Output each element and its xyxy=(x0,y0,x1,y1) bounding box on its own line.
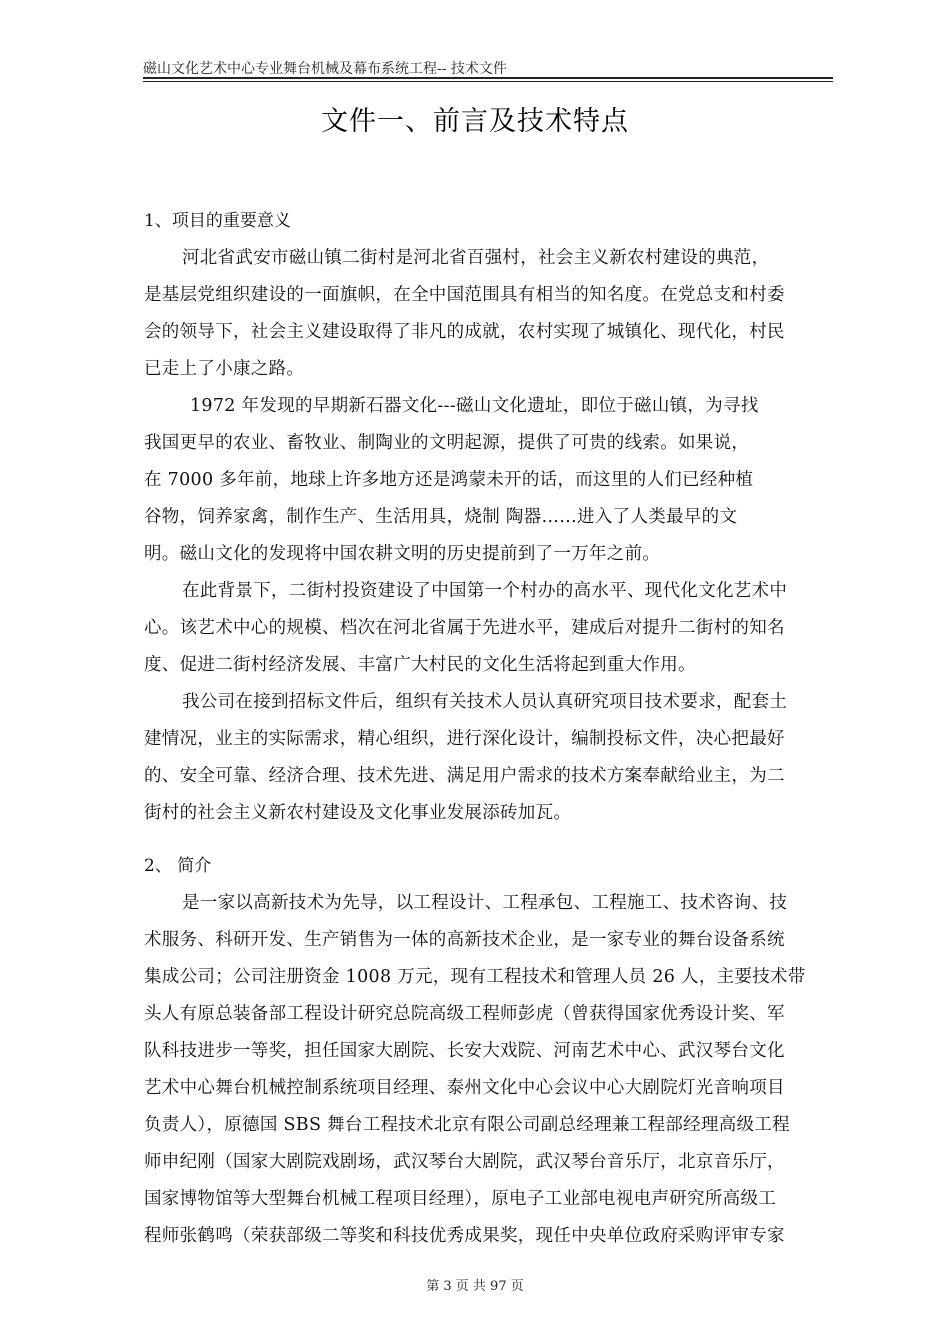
section-heading-2: 2、 简介 xyxy=(144,856,212,876)
paragraph-line: 河北省武安市磁山镇二街村是河北省百强村，社会主义新农村建设的典范， xyxy=(182,248,770,268)
paragraph-line: 队科技进步一等奖，担任国家大剧院、长安大戏院、河南艺术中心、武汉琴台文化 xyxy=(144,1041,785,1061)
paragraph-line: 已走上了小康之路。 xyxy=(144,359,305,379)
paragraph-line: 是一家以高新技术为先导，以工程设计、工程承包、工程施工、技术咨询、技 xyxy=(182,893,788,913)
page-title: 文件一、前言及技术特点 xyxy=(321,106,629,137)
page-number-footer: 第 3 页 共 97 页 xyxy=(426,1279,524,1294)
paragraph-line: 街村的社会主义新农村建设及文化事业发展添砖加瓦。 xyxy=(144,803,572,823)
paragraph-line: 的、安全可靠、经济合理、技术先进、满足用户需求的技术方案奉献给业主，为二 xyxy=(144,766,785,786)
paragraph-line: 国家博物馆等大型舞台机械工程项目经理），原电子工业部电视电声研究所高级工 xyxy=(144,1189,777,1209)
running-header: 磁山文化艺术中心专业舞台机械及幕布系统工程-- 技术文件 xyxy=(143,61,507,77)
paragraph-line: 师申纪刚（国家大剧院戏剧场，武汉琴台大剧院，武汉琴台音乐厅，北京音乐厅， xyxy=(144,1152,785,1172)
paragraph-line: 我国更早的农业、畜牧业、制陶业的文明起源，提供了可贵的线索。如果说， xyxy=(144,433,750,453)
paragraph-line: 建情况，业主的实际需求，精心组织，进行深化设计，编制投标文件，决心把最好 xyxy=(144,729,785,749)
paragraph-line: 术服务、科研开发、生产销售为一体的高新技术企业，是一家专业的舞台设备系统 xyxy=(144,930,785,950)
paragraph-line: 在此背景下，二街村投资建设了中国第一个村办的高水平、现代化文化艺术中 xyxy=(182,581,788,601)
paragraph-line: 明。磁山文化的发现将中国农耕文明的历史提前到了一万年之前。 xyxy=(144,544,661,564)
paragraph-line: 谷物，饲养家禽，制作生产、生活用具，烧制 陶器……进入了人类最早的文 xyxy=(144,507,738,527)
paragraph-line: 负责人），原德国 SBS 舞台工程技术北京有限公司副总经理兼工程部经理高级工程 xyxy=(144,1115,790,1135)
paragraph-line: 艺术中心舞台机械控制系统项目经理、泰州文化中心会议中心大剧院灯光音响项目 xyxy=(144,1078,785,1098)
header-rule-thick xyxy=(143,77,833,79)
paragraph-line: 度、促进二街村经济发展、丰富广大村民的文化生活将起到重大作用。 xyxy=(144,655,696,675)
paragraph-line: 是基层党组织建设的一面旗帜，在全中国范围具有相当的知名度。在党总支和村委 xyxy=(144,285,785,305)
paragraph-line: 心。该艺术中心的规模、档次在河北省属于先进水平，建成后对提升二街村的知名 xyxy=(144,618,785,638)
paragraph-line: 在 7000 多年前，地球上许多地方还是鸿蒙未开的话，而这里的人们已经种植 xyxy=(144,470,754,490)
paragraph-line: 1972 年发现的早期新石器文化---磁山文化遗址，即位于磁山镇，为寻找 xyxy=(190,396,759,416)
paragraph-line: 我公司在接到招标文件后，组织有关技术人员认真研究项目技术要求，配套土 xyxy=(182,692,788,712)
section-heading-1: 1、项目的重要意义 xyxy=(144,211,291,231)
header-rule-thin xyxy=(143,81,833,82)
paragraph-line: 集成公司；公司注册资金 1008 万元，现有工程技术和管理人员 26 人，主要技术带 xyxy=(144,967,806,987)
paragraph-line: 会的领导下，社会主义建设取得了非凡的成就，农村实现了城镇化、现代化，村民 xyxy=(144,322,785,342)
document-body xyxy=(144,203,874,1255)
paragraph-line: 程师张鹤鸣（荣获部级二等奖和科技优秀成果奖，现任中央单位政府采购评审专家 xyxy=(144,1226,785,1246)
paragraph-line: 头人有原总装备部工程设计研究总院高级工程师彭虎（曾获得国家优秀设计奖、军 xyxy=(144,1004,785,1024)
section-gap xyxy=(144,832,874,848)
